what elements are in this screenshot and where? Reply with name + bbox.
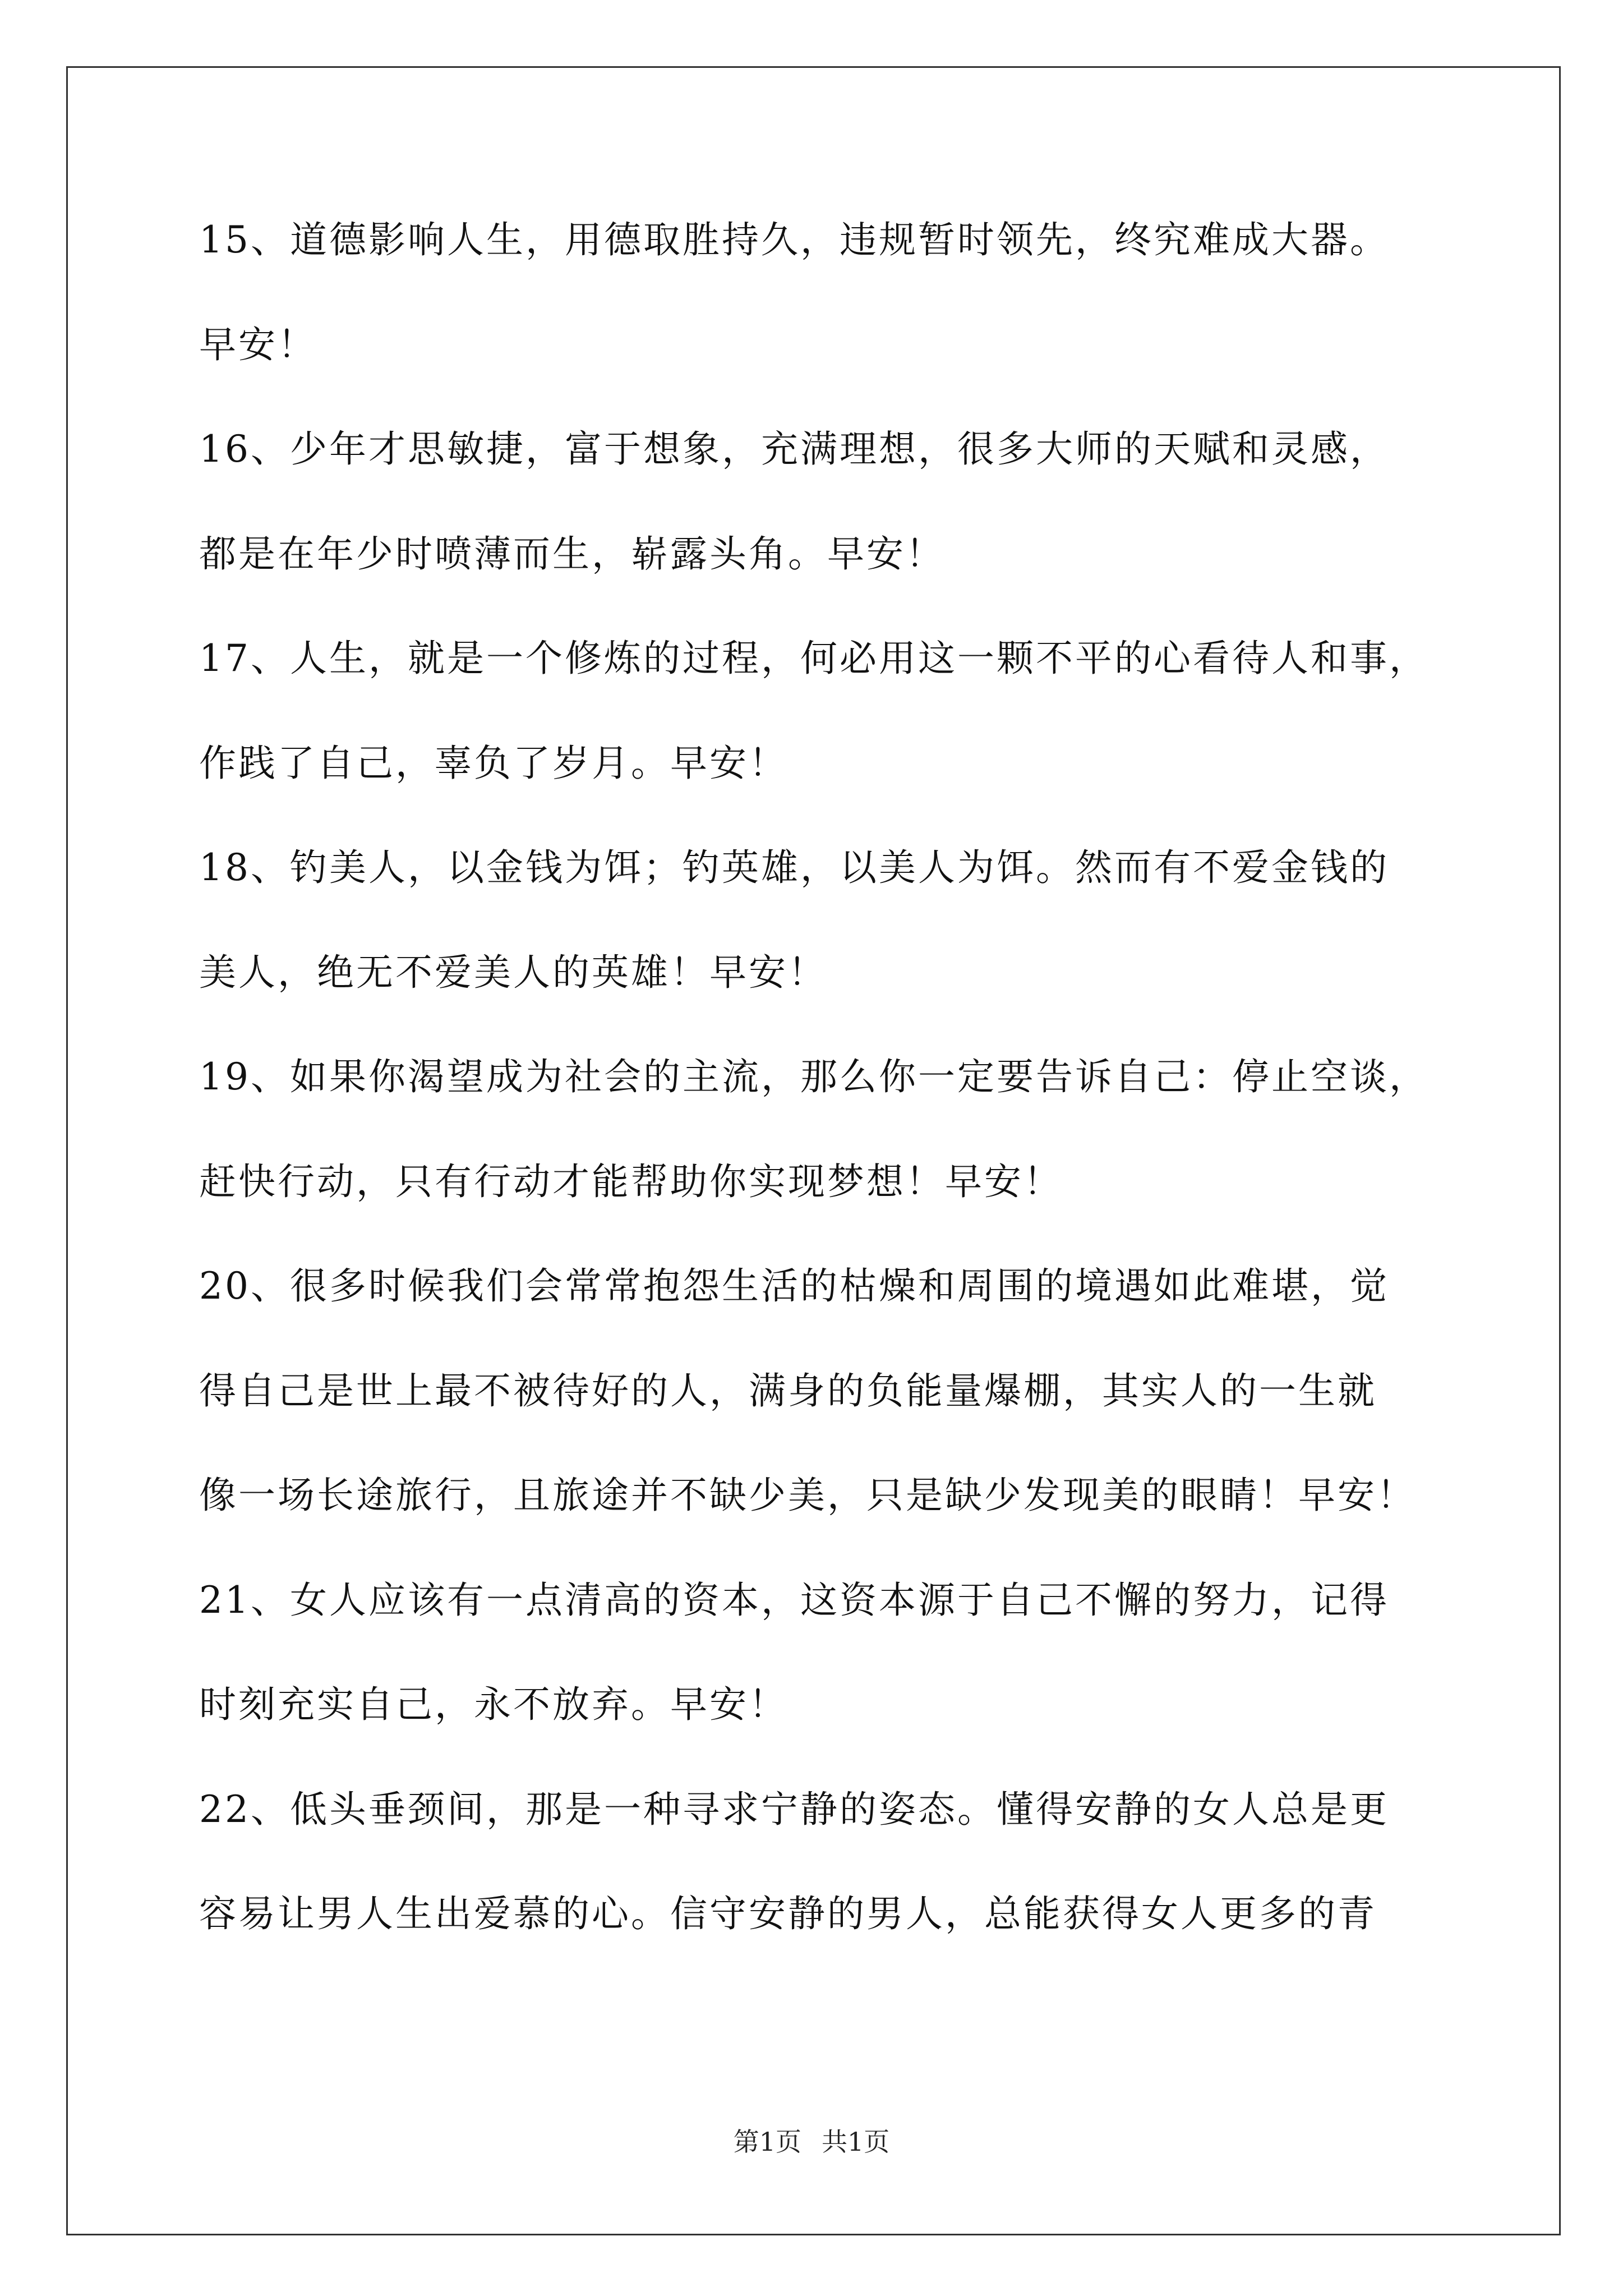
text-line: 17、人生，就是一个修炼的过程，何必用这一颗不平的心看待人和事，	[199, 637, 1428, 680]
text-line: 赶快行动，只有行动才能帮助你实现梦想！早安！	[199, 1160, 1063, 1203]
text-line: 美人，绝无不爱美人的英雄！早安！	[199, 951, 827, 994]
page-footer	[0, 2129, 1623, 2155]
text-line: 作践了自己，辜负了岁月。早安！	[199, 742, 788, 785]
text-line: 容易让男人生出爱慕的心。信守安静的男人，总能获得女人更多的青	[199, 1892, 1377, 1935]
text-line: 都是在年少时喷薄而生，崭露头角。早安！	[199, 532, 945, 576]
text-line: 21、女人应该有一点清高的资本，这资本源于自己不懈的努力，记得	[199, 1579, 1389, 1622]
text-line: 早安！	[199, 323, 317, 366]
text-line: 16、少年才思敏捷，富于想象，充满理想，很多大师的天赋和灵感，	[199, 427, 1389, 471]
text-line: 22、低头垂颈间，那是一种寻求宁静的姿态。懂得安静的女人总是更	[199, 1788, 1389, 1831]
text-line: 18、钓美人，以金钱为饵；钓英雄，以美人为饵。然而有不爱金钱的	[199, 846, 1389, 889]
text-line: 像一场长途旅行，且旅途并不缺少美，只是缺少发现美的眼睛！早安！	[199, 1474, 1416, 1517]
text-line: 20、很多时候我们会常常抱怨生活的枯燥和周围的境遇如此难堪，觉	[199, 1264, 1389, 1308]
text-line: 时刻充实自己，永不放弃。早安！	[199, 1683, 788, 1726]
page-number: 第1页	[733, 2127, 801, 2157]
text-line: 15、道德影响人生，用德取胜持久，违规暂时领先，终究难成大器。	[199, 218, 1389, 261]
page-total: 共1页	[822, 2127, 890, 2157]
text-line: 19、如果你渴望成为社会的主流，那么你一定要告诉自己：停止空谈，	[199, 1055, 1428, 1098]
text-line: 得自己是世上最不被待好的人，满身的负能量爆棚，其实人的一生就	[199, 1369, 1377, 1412]
